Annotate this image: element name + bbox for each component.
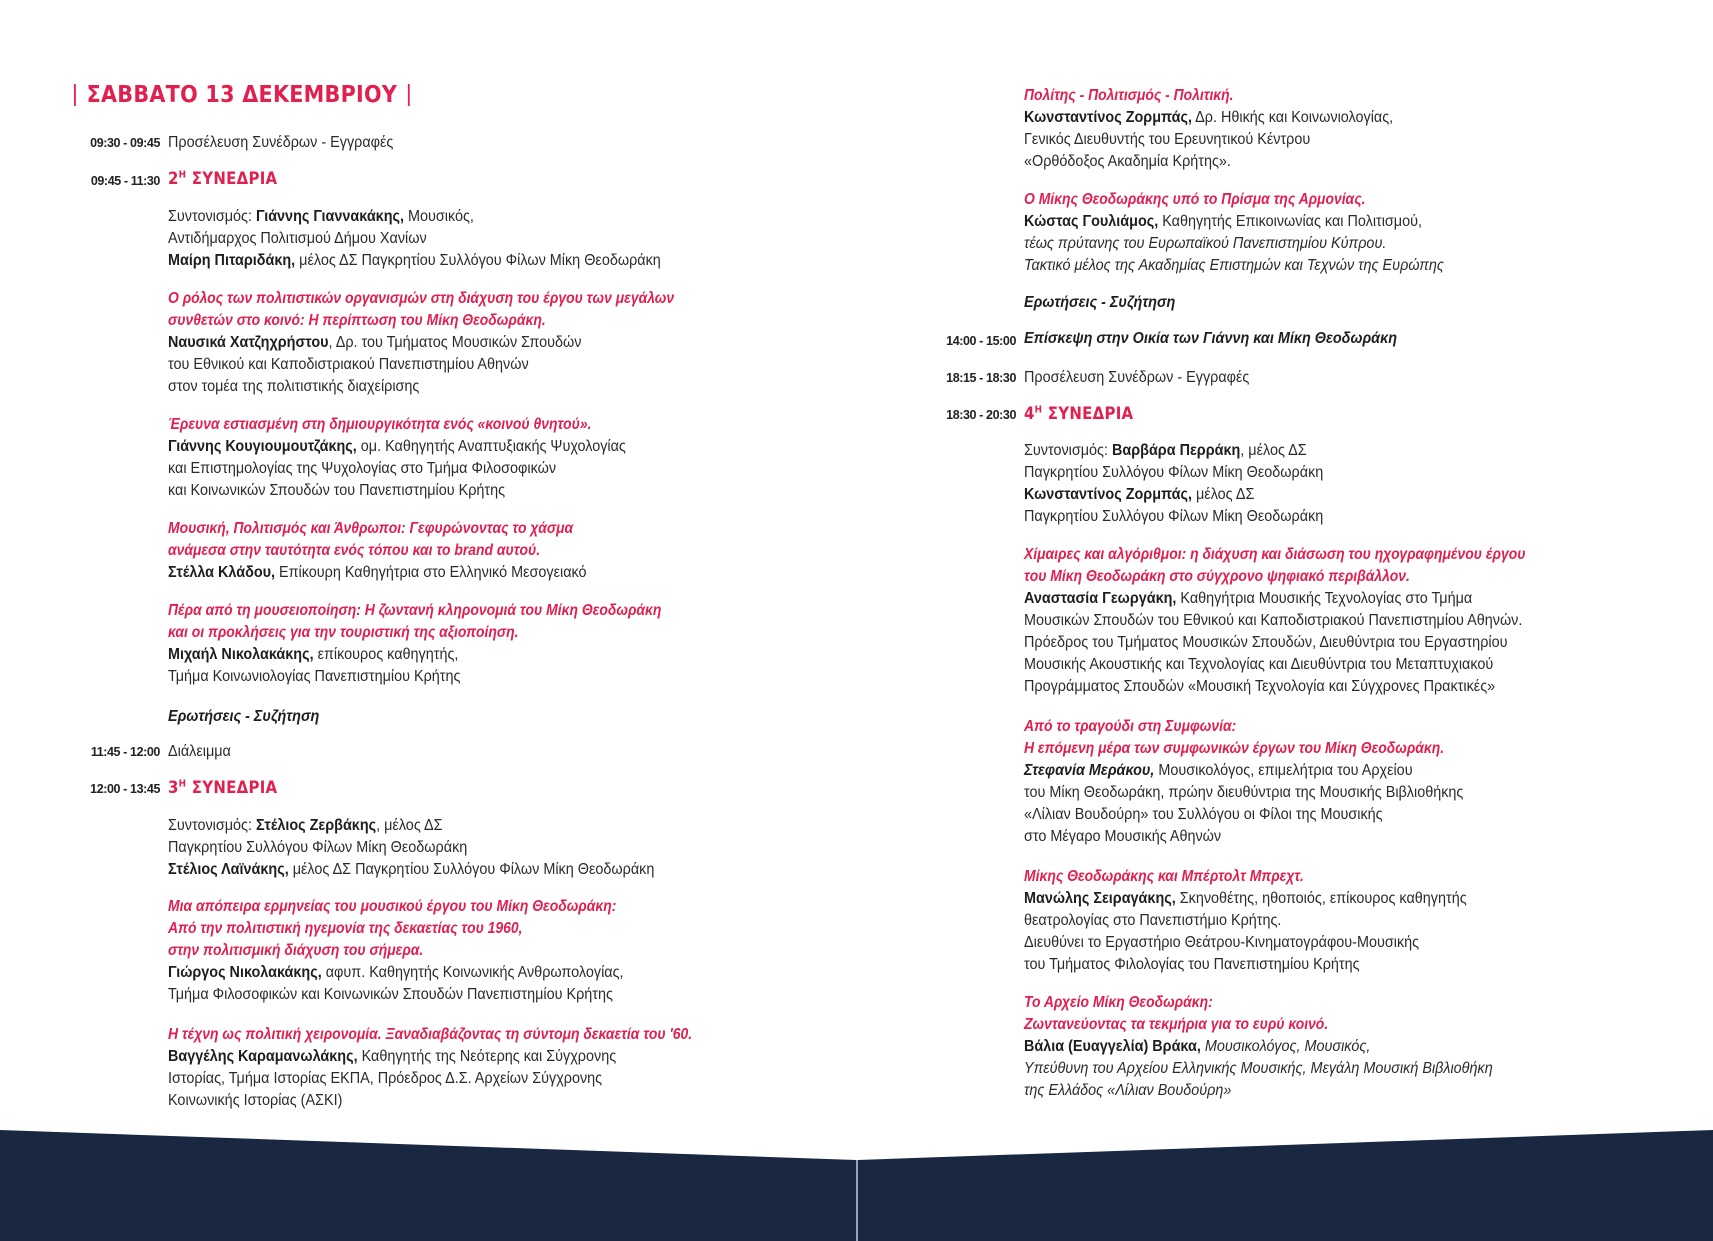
footer-left-panel: [0, 1130, 856, 1241]
footer-band: [0, 1120, 1713, 1241]
day-header: [74, 82, 410, 108]
talk-title: Πολίτης - Πολιτισμός - Πολιτική.: [1024, 87, 1234, 104]
talk-block: Μίκης Θεοδωράκης και Μπέρτολτ Μπρεχτ. Μανώλης Σειραγάκης, Σκηνοθέτης, ηθοποιός, επίκουρος καθηγητής θεατρολογίας στο Πανεπιστήμιο Κρήτης. Διευθύνει το Εργαστήριο Θεάτρου-Κινηματογράφου-Μουσικής του Τμήματος Φιλολογίας του Πανεπιστημίου Κρήτης: [1024, 868, 1467, 973]
talk-block: Από το τραγούδι στη Συμφωνία: Η επόμενη μέρα των συμφωνικών έργων του Μίκη Θεοδωράκη. Στεφανία Μεράκου, Μουσικολόγος, επιμελήτρια του Αρχείου του Μίκη Θεοδωράκη, πρώην διευθύντρια της Μουσικής Βιβλιοθήκης «Λίλιαν Βουδούρη» του Συλλόγου οι Φίλοι της Μουσικής στο Μέγαρο Μουσικής Αθηνών: [1024, 718, 1464, 845]
speaker-name: Βαγγέλης Καραμανωλάκης,: [168, 1048, 358, 1065]
speaker-name: Ναυσικά Χατζηχρήστου: [168, 334, 329, 351]
speaker-name: Μανώλης Σειραγάκης,: [1024, 890, 1176, 907]
speaker-name: Κωνσταντίνος Ζορμπάς,: [1024, 109, 1192, 126]
speaker-name: Μιχαήλ Νικολακάκης,: [168, 646, 314, 663]
talk-block: Χίμαιρες και αλγόριθμοι: η διάχυση και διάσωση του ηχογραφημένου έργου του Μίκη Θεοδωράκη στο σύγχρονο ψηφιακό περιβάλλον. Αναστασία Γεωργάκη, Καθηγήτρια Μουσικής Τεχνολογίας στο Τμήμα Μουσικών Σπουδών του Εθνικού και Καποδιστριακού Πανεπιστημίου Αθηνών. Πρόεδρος του Τμήματος Μουσικών Σπουδών, Διευθύντρια του Εργαστηρίου Μουσικής Ακουστικής και Τεχνολογίας και Διευθύντρια του Μεταπτυχιακού Προγράμματος Σπουδών «Μουσική Τεχνολογία και Σύγχρονες Πρακτικές»: [1024, 546, 1526, 695]
speaker-name: Βάλια (Ευαγγελία) Βράκα,: [1024, 1038, 1201, 1055]
talk-title: Ο Μίκης Θεοδωράκης υπό το Πρίσμα της Αρμονίας.: [1024, 191, 1366, 208]
talk-title: Έρευνα εστιασμένη στη δημιουργικότητα ενός «κοινού θνητού».: [168, 416, 592, 433]
time-label: 12:00 - 13:45: [90, 782, 160, 796]
speaker-name: Στέλλα Κλάδου,: [168, 564, 276, 581]
talk-title: Πέρα από τη μουσειοποίηση: Η ζωντανή κληρονομιά του Μίκη Θεοδωράκη: [168, 602, 662, 619]
schedule-item: Διάλειμμα: [168, 743, 231, 760]
session-title: $3^H$ ΣΥΝΕΔΡΙΑ: [168, 778, 278, 798]
talk-title: Μίκης Θεοδωράκης και Μπέρτολτ Μπρεχτ.: [1024, 868, 1304, 885]
coordinators-block: Συντονισμός: Στέλιος Ζερβάκης, μέλος ΔΣ Παγκρητίου Συλλόγου Φίλων Μίκη Θεοδωράκη Στέλιος Λαϊνάκης, μέλος ΔΣ Παγκρητίου Συλλόγου Φίλων Μίκη Θεοδωράκη: [168, 817, 655, 878]
time-label: 09:45 - 11:30: [90, 174, 160, 188]
talk-title: Από το τραγούδι στη Συμφωνία:: [1024, 718, 1237, 735]
talk-title: Μια απόπειρα ερμηνείας του μουσικού έργου του Μίκη Θεοδωράκη:: [168, 898, 617, 915]
time-label: 11:45 - 12:00: [90, 745, 160, 759]
talk-title: Το Αρχείο Μίκη Θεοδωράκη:: [1024, 994, 1213, 1011]
talk-block: Ο ρόλος των πολιτιστικών οργανισμών στη διάχυση του έργου των μεγάλων συνθετών στο κοινό: Η περίπτωση του Μίκη Θεοδωράκη. Ναυσικά Χατζηχρήστου, Δρ. του Τμήματος Μουσικών Σπουδών του Εθνικού και Καποδιστριακού Πανεπιστημίου Αθηνών στον τομέα της πολιτιστικής διαχείρισης: [168, 290, 675, 395]
header-bar-right: [408, 84, 410, 106]
speaker-name: Στεφανία Μεράκου,: [1024, 762, 1155, 779]
talk-block: Πολίτης - Πολιτισμός - Πολιτική. Κωνσταντίνος Ζορμπάς, Δρ. Ηθικής και Κοινωνιολογίας, Γενικός Διευθυντής του Ερευνητικού Κέντρου «Ορθόδοξος Ακαδημία Κρήτης».: [1024, 87, 1394, 170]
header-bar-left: [74, 84, 76, 106]
coordinators-block: Συντονισμός: Γιάννης Γιαννακάκης, Μουσικός, Αντιδήμαρχος Πολιτισμού Δήμου Χανίων Μαίρη Πιταριδάκη, μέλος ΔΣ Παγκρητίου Συλλόγου Φίλων Μίκη Θεοδωράκη: [168, 208, 661, 269]
schedule-item: Προσέλευση Συνέδρων - Εγγραφές: [168, 134, 394, 151]
talk-block: Μουσική, Πολιτισμός και Άνθρωποι: Γεφυρώνοντας το χάσμα ανάμεσα στην ταυτότητα ενός τόπου και το brand αυτού. Στέλλα Κλάδου, Επίκουρη Καθηγήτρια στο Ελληνικό Μεσογειακό: [168, 520, 587, 581]
talk-block: Πέρα από τη μουσειοποίηση: Η ζωντανή κληρονομιά του Μίκη Θεοδωράκη και οι προκλήσεις για την τουριστική της αξιοποίηση. Μιχαήλ Νικολακάκης, επίκουρος καθηγητής, Τμήμα Κοινωνιολογίας Πανεπιστημίου Κρήτης: [168, 602, 662, 685]
time-label: 09:30 - 09:45: [90, 136, 160, 150]
talk-block: Η τέχνη ως πολιτική χειρονομία. Ξαναδιαβάζοντας τη σύντομη δεκαετία του '60. Βαγγέλης Καραμανωλάκης, Καθηγητής της Νεότερης και Σύγχρονης Ιστορίας, Τμήμα Ιστορίας ΕΚΠΑ, Πρόεδρος Δ.Σ. Αρχείων Σύγχρονης Κοινωνικής Ιστορίας (ΑΣΚΙ): [168, 1026, 693, 1109]
talk-title: Μουσική, Πολιτισμός και Άνθρωποι: Γεφυρώνοντας το χάσμα: [168, 520, 574, 537]
session-title: $4^H$ ΣΥΝΕΔΡΙΑ: [1024, 404, 1134, 424]
session-title: $2^H$ ΣΥΝΕΔΡΙΑ: [168, 169, 278, 189]
time-label: 18:30 - 20:30: [946, 408, 1016, 422]
talk-title: Η τέχνη ως πολιτική χειρονομία. Ξαναδιαβάζοντας τη σύντομη δεκαετία του '60.: [168, 1026, 693, 1043]
questions-label: Ερωτήσεις - Συζήτηση: [168, 708, 320, 725]
speaker-name: Αναστασία Γεωργάκη,: [1024, 590, 1177, 607]
footer-right-panel: [858, 1130, 1713, 1241]
schedule-item: Προσέλευση Συνέδρων - Εγγραφές: [1024, 369, 1250, 386]
talk-title: Ο ρόλος των πολιτιστικών οργανισμών στη διάχυση του έργου των μεγάλων: [168, 290, 675, 307]
coordinators-block: Συντονισμός: Βαρβάρα Περράκη, μέλος ΔΣ Παγκρητίου Συλλόγου Φίλων Μίκη Θεοδωράκη Κωνσταντίνος Ζορμπάς, μέλος ΔΣ Παγκρητίου Συλλόγου Φίλων Μίκη Θεοδωράκη: [1024, 442, 1324, 525]
talk-block: Μια απόπειρα ερμηνείας του μουσικού έργου του Μίκη Θεοδωράκη: Από την πολιτιστική ηγεμονία της δεκαετίας του 1960, στην πολιτισμική διάχυση του σήμερα. Γιώργος Νικολακάκης, αφυπ. Καθηγητής Κοινωνικής Ανθρωπολογίας, Τμήμα Φιλοσοφικών και Κοινωνικών Σπουδών Πανεπιστημίου Κρήτης: [168, 898, 624, 1003]
speaker-name: Γιάννης Κουγιουμουτζάκης,: [168, 438, 357, 455]
time-label: 14:00 - 15:00: [946, 334, 1016, 348]
speaker-name: Γιώργος Νικολακάκης,: [168, 964, 322, 981]
questions-label: Ερωτήσεις - Συζήτηση: [1024, 294, 1176, 311]
schedule-item: Επίσκεψη στην Οικία των Γιάννη και Μίκη Θεοδωράκη: [1024, 330, 1398, 347]
day-title: ΣΑΒΒΑΤΟ 13 ΔΕΚΕΜΒΡΙΟΥ: [86, 82, 398, 108]
talk-block: Το Αρχείο Μίκη Θεοδωράκη: Ζωντανεύοντας τα τεκμήρια για το ευρύ κοινό. Βάλια (Ευαγγελία) Βράκα, Μουσικολόγος, Μουσικός, Υπεύθυνη του Αρχείου Ελληνικής Μουσικής, Μεγάλη Μουσική Βιβλιοθήκη της Ελλάδος «Λίλιαν Βουδούρη»: [1024, 994, 1493, 1099]
talk-title: Χίμαιρες και αλγόριθμοι: η διάχυση και διάσωση του ηχογραφημένου έργου: [1024, 546, 1526, 563]
talk-block: Έρευνα εστιασμένη στη δημιουργικότητα ενός «κοινού θνητού». Γιάννης Κουγιουμουτζάκης, ομ. Καθηγητής Αναπτυξιακής Ψυχολογίας και Επιστημολογίας της Ψυχολογίας στο Τμήμα Φιλοσοφικών και Κοινωνικών Σπουδών του Πανεπιστημίου Κρήτης: [168, 416, 626, 499]
time-label: 18:15 - 18:30: [946, 371, 1016, 385]
talk-block: Ο Μίκης Θεοδωράκης υπό το Πρίσμα της Αρμονίας. Κώστας Γουλιάμος, Καθηγητής Επικοινωνίας και Πολιτισμού, τέως πρύτανης του Ευρωπαϊκού Πανεπιστημίου Κύπρου. Τακτικό μέλος της Ακαδημίας Επιστημών και Τεχνών της Ευρώπης: [1024, 191, 1444, 274]
speaker-name: Κώστας Γουλιάμος,: [1024, 213, 1159, 230]
